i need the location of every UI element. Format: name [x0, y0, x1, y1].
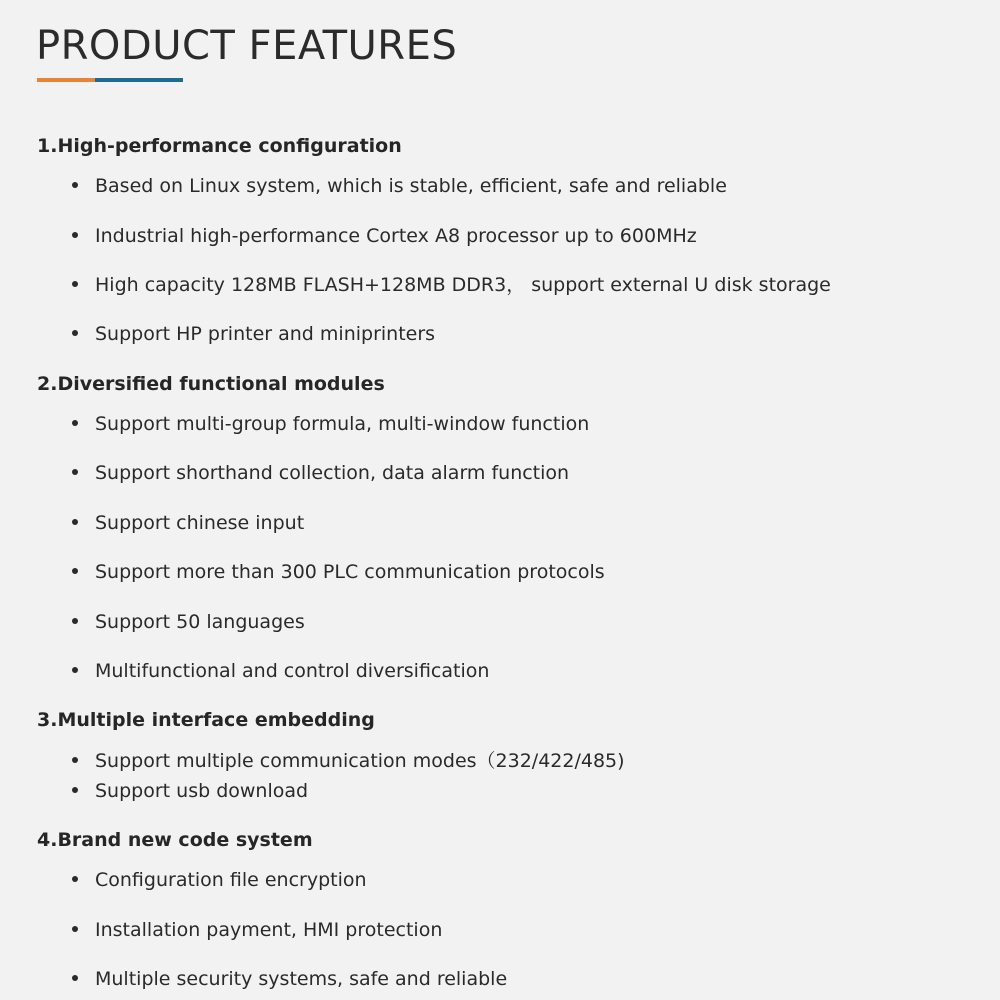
- section-heading-modules: 2.Diversified functional modules: [37, 373, 385, 395]
- title-underline-orange-segment: [37, 78, 95, 82]
- feature-item: [72, 918, 442, 942]
- feature-item-text: Support chinese input: [95, 512, 305, 534]
- feature-item: [72, 461, 569, 485]
- bullet-icon: [72, 420, 78, 426]
- title-underline: [37, 78, 183, 82]
- bullet-icon: [72, 618, 78, 624]
- feature-item-text: Support HP printer and miniprinters: [95, 323, 436, 345]
- feature-item-text: High capacity 128MB FLASH+128MB DDR3， support external U disk storage: [95, 274, 831, 296]
- feature-item-text: Support multiple communication modes（232/422/485): [95, 750, 625, 772]
- feature-item: [72, 779, 308, 803]
- bullet-icon: [72, 519, 78, 525]
- feature-item: [72, 412, 589, 436]
- feature-item-text: Support 50 languages: [95, 611, 305, 633]
- bullet-icon: [72, 926, 78, 932]
- feature-item: [72, 868, 367, 892]
- feature-item-text: Installation payment, HMI protection: [95, 919, 443, 941]
- feature-item-text: Support more than 300 PLC communication protocols: [95, 561, 605, 583]
- feature-item-text: Configuration file encryption: [95, 869, 367, 891]
- bullet-icon: [72, 975, 78, 981]
- feature-item: [72, 224, 697, 248]
- page-title: PRODUCT FEATURES: [36, 23, 458, 69]
- section-heading-interfaces: 3.Multiple interface embedding: [37, 709, 375, 731]
- bullet-icon: [72, 876, 78, 882]
- bullet-icon: [72, 667, 78, 673]
- feature-item: [72, 273, 831, 297]
- feature-item-text: Industrial high-performance Cortex A8 processor up to 600MHz: [95, 225, 697, 247]
- feature-item-text: Support usb download: [95, 780, 309, 802]
- feature-item-text: Support multi-group formula, multi-window function: [95, 413, 590, 435]
- feature-item: [72, 749, 625, 773]
- feature-item: [72, 659, 489, 683]
- feature-item-text: Based on Linux system, which is stable, efficient, safe and reliable: [95, 175, 727, 197]
- feature-item: [72, 174, 727, 198]
- title-underline-blue-segment: [95, 78, 183, 82]
- bullet-icon: [72, 787, 78, 793]
- bullet-icon: [72, 330, 78, 336]
- feature-item-text: Multiple security systems, safe and reliable: [95, 968, 508, 990]
- feature-item-text: Support shorthand collection, data alarm function: [95, 462, 570, 484]
- bullet-icon: [72, 182, 78, 188]
- bullet-icon: [72, 469, 78, 475]
- feature-item-text: Multifunctional and control diversification: [95, 660, 490, 682]
- feature-item: [72, 511, 304, 535]
- bullet-icon: [72, 757, 78, 763]
- section-heading-code-system: 4.Brand new code system: [37, 829, 313, 851]
- bullet-icon: [72, 568, 78, 574]
- section-heading-performance: 1.High-performance configuration: [37, 135, 402, 157]
- bullet-icon: [72, 281, 78, 287]
- feature-item: [72, 967, 507, 991]
- feature-item: [72, 560, 605, 584]
- bullet-icon: [72, 232, 78, 238]
- feature-item: [72, 322, 435, 346]
- feature-item: [72, 610, 305, 634]
